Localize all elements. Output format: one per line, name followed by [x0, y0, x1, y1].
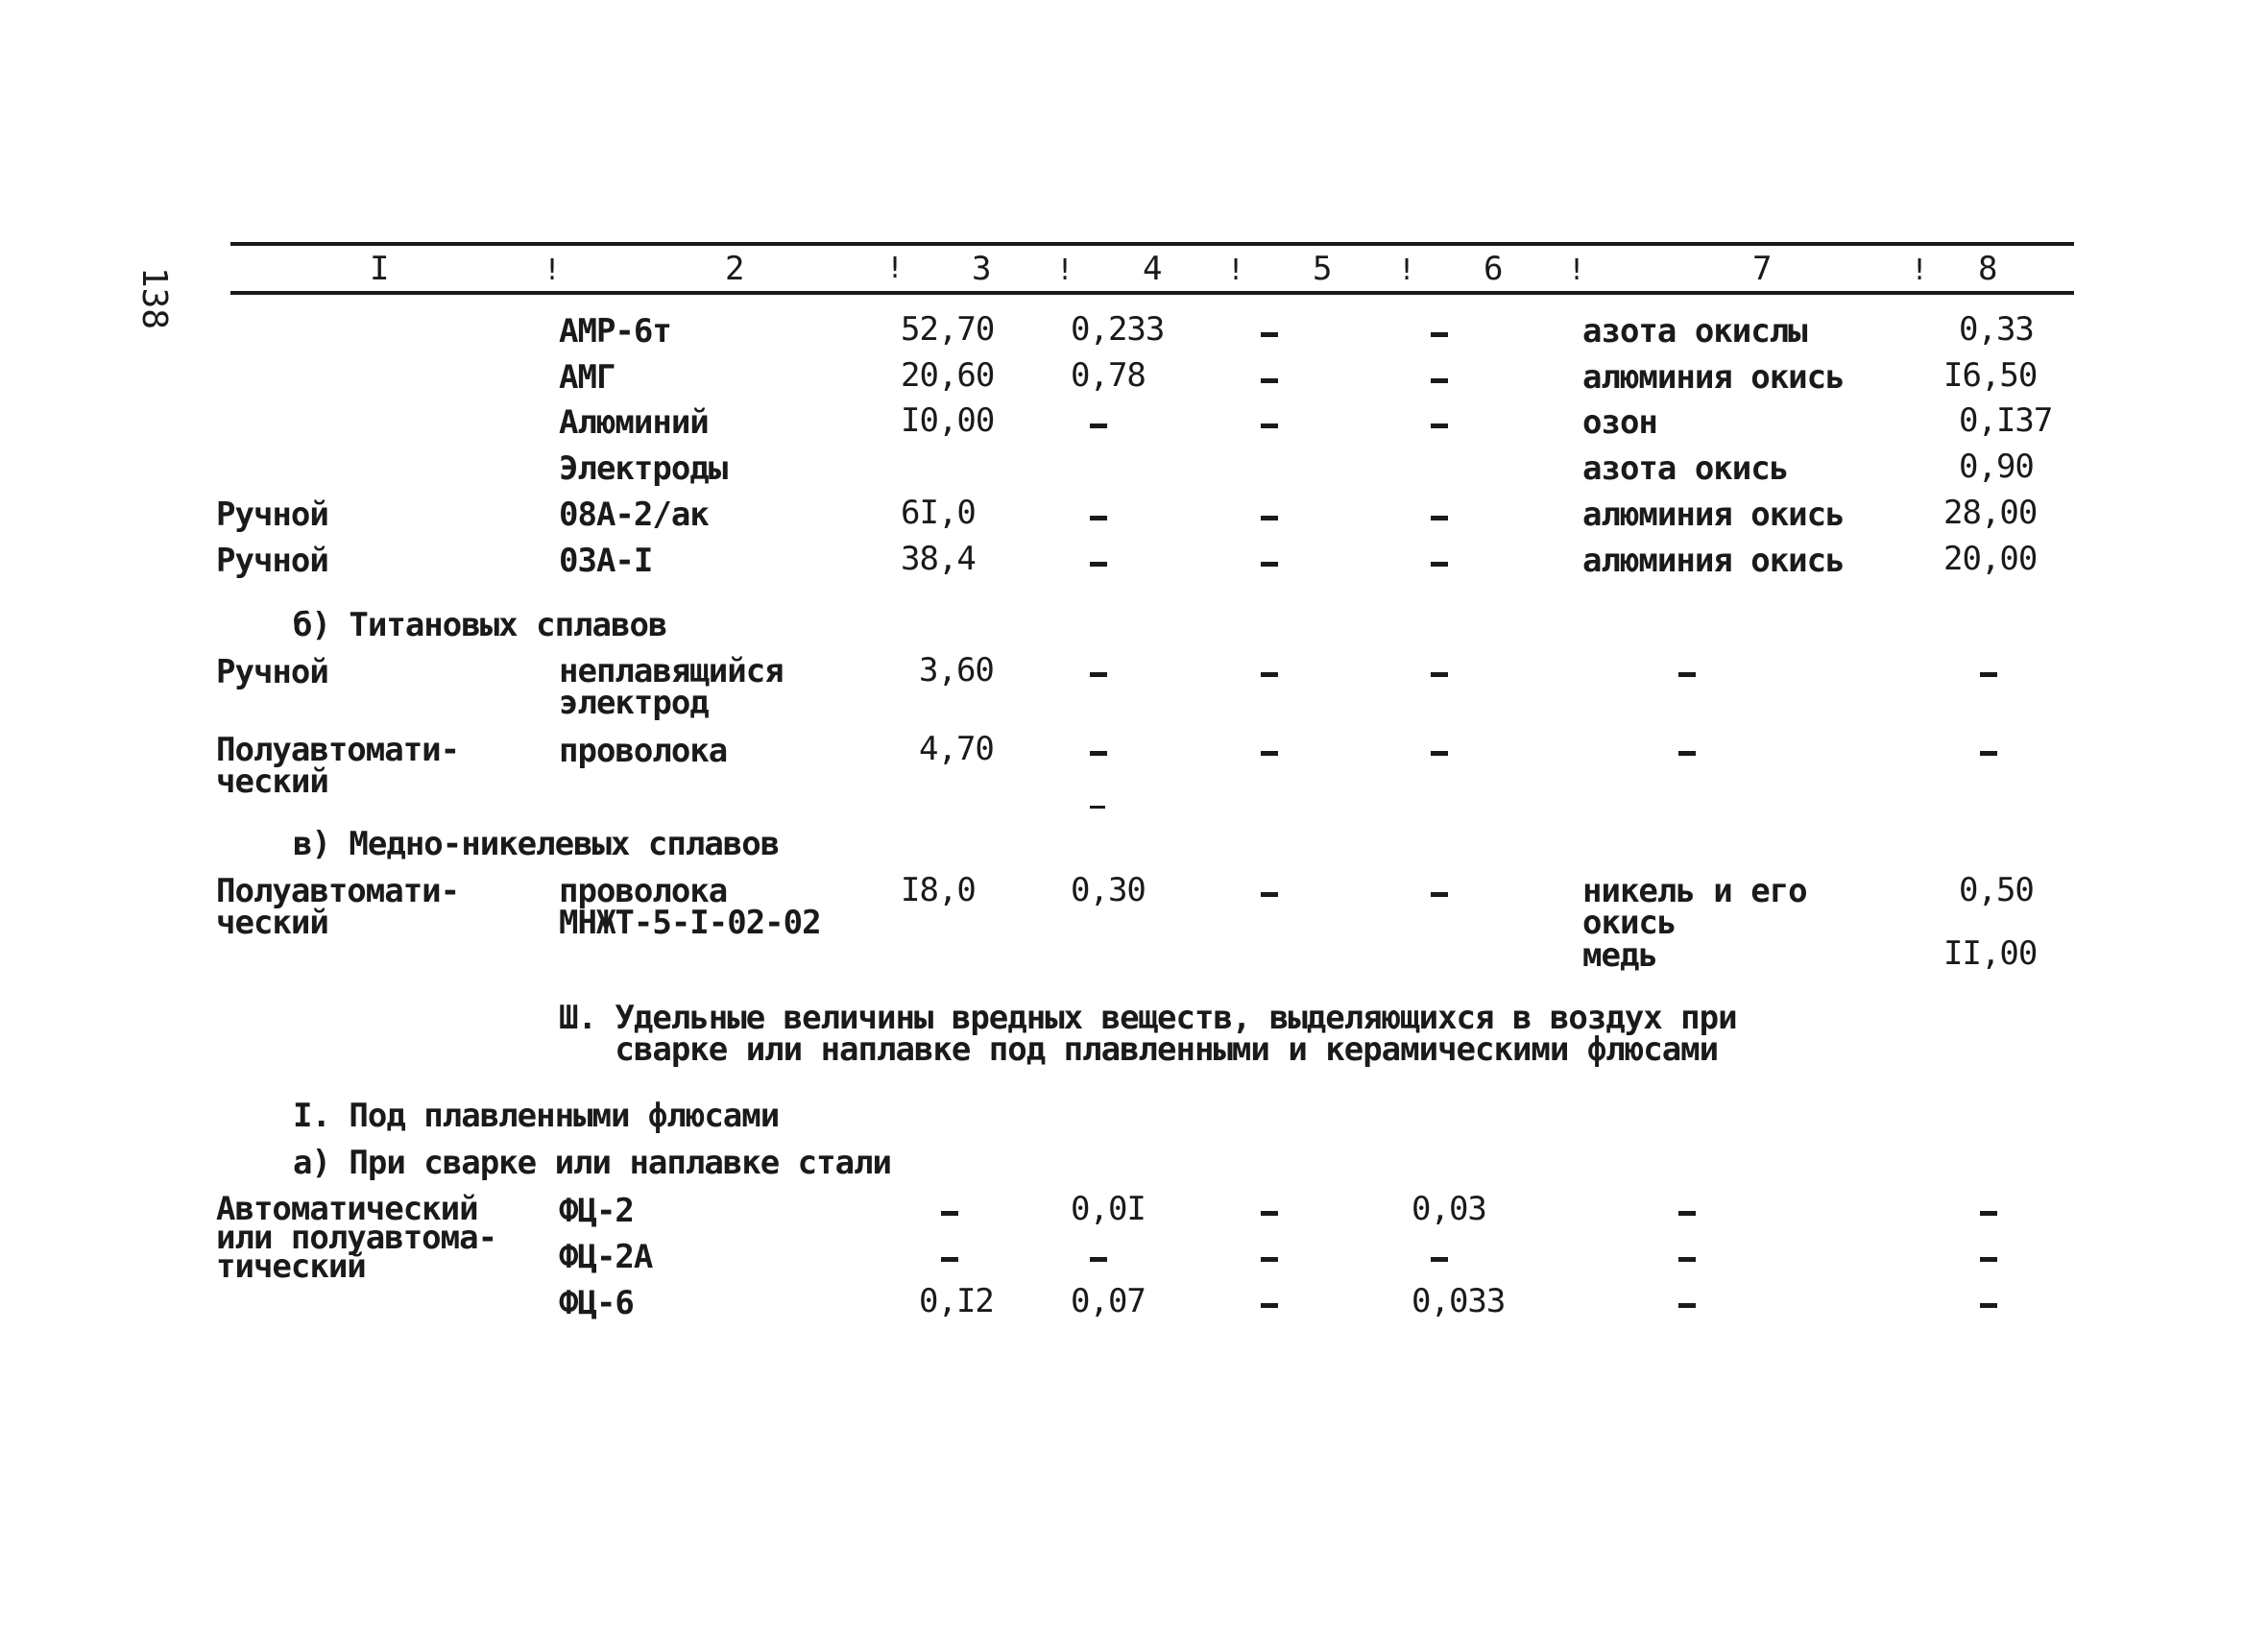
- cell-method: Ручной: [216, 653, 328, 691]
- dash-mark: [1090, 672, 1107, 677]
- cell-col8: 20,00: [1943, 540, 2038, 578]
- dash-mark: [1261, 332, 1278, 337]
- cell-col8: 28,00: [1943, 494, 2038, 532]
- dash-mark: [1431, 332, 1448, 337]
- cell-method: Ручной: [216, 496, 328, 534]
- cell-col3: 38,4: [901, 540, 976, 578]
- cell-substance: медь: [1582, 936, 1657, 975]
- dash-mark: [1678, 1257, 1696, 1262]
- cell-material: 03А-I: [559, 542, 653, 580]
- dash-mark: [1431, 562, 1448, 567]
- cell-col8: 0,I37: [1959, 401, 2053, 440]
- stray-dash-mark: [1090, 806, 1105, 809]
- cell-col3: 4,70: [919, 730, 994, 768]
- dash-mark: [1261, 1211, 1278, 1216]
- cell-col3: I8,0: [901, 871, 976, 909]
- dash-mark: [1678, 672, 1696, 677]
- cell-material: АМР-6т: [559, 312, 671, 351]
- subsection-heading-fused-fluxes: I. Под плавленными флюсами: [293, 1097, 780, 1135]
- cell-method: Полуавтомати- ческий: [216, 872, 460, 942]
- header-sep-6: !: [1568, 254, 1585, 287]
- cell-col8: II,00: [1943, 934, 2038, 973]
- cell-substance: алюминия окись: [1582, 496, 1845, 534]
- dash-mark: [1090, 751, 1107, 756]
- header-col-6: 6: [1484, 250, 1503, 288]
- dash-mark: [1261, 562, 1278, 567]
- cell-substance: азота окись: [1582, 449, 1789, 488]
- dash-mark: [1261, 751, 1278, 756]
- dash-mark: [1431, 751, 1448, 756]
- cell-substance: алюминия окись: [1582, 542, 1845, 580]
- dash-mark: [941, 1257, 958, 1262]
- cell-col3: I0,00: [901, 401, 995, 440]
- dash-mark: [1980, 1211, 1997, 1216]
- dash-mark: [1980, 1303, 1997, 1308]
- subsection-heading-steel: а) При сварке или наплавке стали: [293, 1144, 892, 1182]
- cell-col8: 0,50: [1959, 871, 2034, 909]
- header-bottom-rule: [230, 291, 2074, 295]
- cell-col8: I6,50: [1943, 356, 2038, 395]
- header-sep-5: !: [1398, 254, 1415, 287]
- header-col-3: 3: [972, 250, 991, 288]
- header-sep-1: !: [543, 254, 561, 287]
- cell-col6: 0,03: [1411, 1190, 1486, 1228]
- cell-col8: 0,90: [1959, 448, 2034, 486]
- dash-mark: [1980, 672, 1997, 677]
- dash-mark: [941, 1211, 958, 1216]
- cell-material: Электроды: [559, 449, 728, 488]
- cell-col3: 3,60: [919, 651, 994, 689]
- dash-mark: [1431, 378, 1448, 383]
- cell-method: Полуавтомати- ческий: [216, 731, 460, 801]
- cell-material: проволока: [559, 732, 728, 770]
- dash-mark: [1261, 672, 1278, 677]
- header-sep-2: !: [886, 252, 904, 285]
- page-number: 138: [134, 267, 174, 330]
- cell-material: неплавящийся электрод: [559, 652, 784, 722]
- section-heading-III: Ш. Удельные величины вредных веществ, выделяющихся в воздух при сварке или наплавке под плавленными и керамическими флюсами: [559, 999, 1737, 1069]
- cell-material: АМГ: [559, 358, 615, 397]
- cell-col4: 0,78: [1071, 356, 1146, 395]
- cell-substance: никель и его окись: [1582, 872, 1807, 942]
- cell-col4: 0,233: [1071, 310, 1165, 349]
- dash-mark: [1090, 1257, 1107, 1262]
- dash-mark: [1431, 1257, 1448, 1262]
- dash-mark: [1678, 1211, 1696, 1216]
- dash-mark: [1980, 1257, 1997, 1262]
- dash-mark: [1678, 751, 1696, 756]
- header-col-5: 5: [1313, 250, 1332, 288]
- header-col-7: 7: [1752, 250, 1772, 288]
- dash-mark: [1431, 892, 1448, 897]
- cell-method: Автоматический или полуавтома- тический: [216, 1190, 497, 1286]
- dash-mark: [1431, 516, 1448, 520]
- cell-col3: 52,70: [901, 310, 995, 349]
- section-heading-copper-nickel: в) Медно-никелевых сплавов: [293, 825, 780, 863]
- cell-material: ФЦ-2А: [559, 1238, 653, 1276]
- header-col-2: 2: [725, 250, 744, 288]
- dash-mark: [1090, 423, 1107, 428]
- cell-substance: алюминия окись: [1582, 358, 1845, 397]
- header-col-8: 8: [1978, 250, 1997, 288]
- dash-mark: [1090, 516, 1107, 520]
- cell-material: проволока МНЖТ-5-I-02-02: [559, 872, 821, 942]
- cell-col4: 0,30: [1071, 871, 1146, 909]
- cell-col6: 0,033: [1411, 1282, 1506, 1320]
- cell-col3: 20,60: [901, 356, 995, 395]
- cell-col3: 6I,0: [901, 494, 976, 532]
- dash-mark: [1261, 378, 1278, 383]
- header-sep-7: !: [1911, 254, 1928, 287]
- dash-mark: [1261, 423, 1278, 428]
- header-sep-3: !: [1056, 254, 1074, 287]
- dash-mark: [1261, 892, 1278, 897]
- dash-mark: [1431, 672, 1448, 677]
- header-col-4: 4: [1143, 250, 1162, 288]
- cell-material: Алюминий: [559, 403, 709, 442]
- dash-mark: [1431, 423, 1448, 428]
- dash-mark: [1261, 516, 1278, 520]
- section-heading-titanium: б) Титановых сплавов: [293, 606, 667, 644]
- cell-method: Ручной: [216, 542, 328, 580]
- dash-mark: [1261, 1303, 1278, 1308]
- cell-substance: озон: [1582, 403, 1657, 442]
- dash-mark: [1980, 751, 1997, 756]
- dash-mark: [1678, 1303, 1696, 1308]
- dash-mark: [1090, 562, 1107, 567]
- cell-material: ФЦ-6: [559, 1284, 634, 1322]
- cell-col3: 0,I2: [919, 1282, 994, 1320]
- cell-substance: азота окислы: [1582, 312, 1807, 351]
- cell-material: 08А-2/ак: [559, 496, 709, 534]
- cell-col4: 0,0I: [1071, 1190, 1146, 1228]
- dash-mark: [1261, 1257, 1278, 1262]
- cell-col8: 0,33: [1959, 310, 2034, 349]
- cell-col4: 0,07: [1071, 1282, 1146, 1320]
- cell-material: ФЦ-2: [559, 1192, 634, 1230]
- header-top-rule: [230, 242, 2074, 246]
- header-col-1: I: [370, 250, 389, 288]
- header-sep-4: !: [1227, 254, 1244, 287]
